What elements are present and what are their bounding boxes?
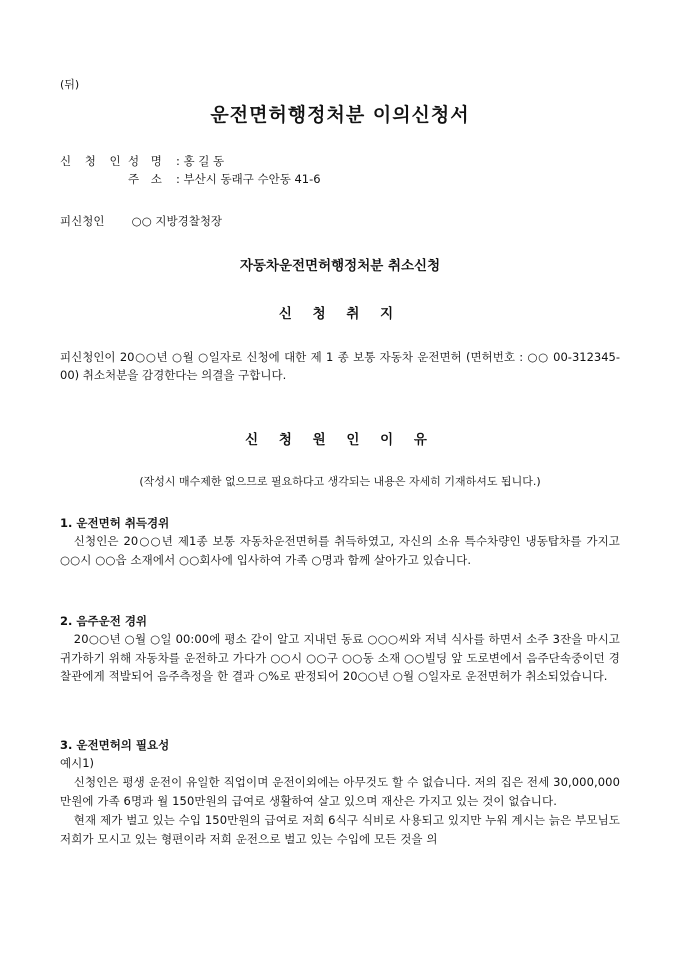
address-value: : 부산시 동래구 수안동 41-6 [176,172,321,187]
back-page-mark: (뒤) [60,78,80,91]
section-heading: 2. 음주운전 경위 [60,614,148,628]
section-drunk-driving [60,612,620,686]
name-label: 성 명 [128,154,166,168]
purpose-heading: 신 청 취 지 [278,306,402,322]
respondent-row [60,212,222,230]
section-paragraph: 신청인은 평생 운전이 유일한 직업이며 운전이외에는 아무것도 할 수 없습니다. 저의 집은 전세 30,000,000만원에 가족 6명과 월 150만원의 급여로 생활하여 살고 있으며 재산은 가지고 있는 것이 없습니다. [60,774,620,808]
section-license-necessity [60,736,620,849]
section-license-acquisition [60,514,620,569]
instruction-note: (작성시 매수제한 없으므로 필요하다고 생각되는 내용은 자세히 기재하셔도 됩니다.) [139,475,541,488]
document-subtitle: 자동차운전면허행정처분 취소신청 [239,258,441,274]
section-paragraph: 현재 제가 벌고 있는 수입 150만원의 급여로 저희 6식구 식비로 사용되고 있지만 누워 계시는 늙은 부모님도 저희가 모시고 있는 형편이라 저희 운전으로 벌고 있는 수입에 모든 것을 의 [60,812,620,846]
applicant-label: 신 청 인 [60,154,126,168]
respondent-value: ○○ 지방경찰청장 [131,214,223,228]
document-title: 운전면허행정처분 이의신청서 [210,104,470,126]
section-body: 신청인은 20○○년 제1종 보통 자동차운전면허를 취득하였고, 자신의 소유 특수차량인 냉동탑차를 가지고 ○○시 ○○읍 소재에서 ○○회사에 입사하여 가족 ○명과 함께 살아가고 있습니다. [60,534,620,567]
spacer [60,170,128,188]
example-label: 예시1) [60,756,95,771]
applicant-block [60,152,321,189]
respondent-label: 피신청인 [60,214,105,228]
applicant-address-row [60,170,321,188]
name-value: : 홍 길 동 [176,154,225,168]
section-heading: 1. 운전면허 취득경위 [60,516,170,530]
section-body: 20○○년 ○월 ○일 00:00에 평소 같이 알고 지내던 동료 ○○○씨와 저녁 식사를 하면서 소주 3잔을 마시고 귀가하기 위해 자동차를 운전하고 가다가 ○○시 ○○구 ○○동 소재 ○○빌딩 앞 도로변에서 음주단속중이던 경찰관에게 적발되어 음주측정을 한 결과 ○%로 판정되어 20○○년 ○월 ○일자로 운전면허가 취소되었습니다. [60,632,620,684]
purpose-text: 피신청인이 20○○년 ○월 ○일자로 신청에 대한 제 1 종 보통 자동차 운전면허 (면허번호 : ○○ 00-312345-00) 취소처분을 감경한다는 의결을 구합니다. [60,350,620,383]
reason-heading: 신 청 원 인 이 유 [245,432,435,448]
address-label: 주 소 [128,172,166,187]
section-heading: 3. 운전면허의 필요성 [60,738,170,752]
applicant-name-row [60,152,321,170]
